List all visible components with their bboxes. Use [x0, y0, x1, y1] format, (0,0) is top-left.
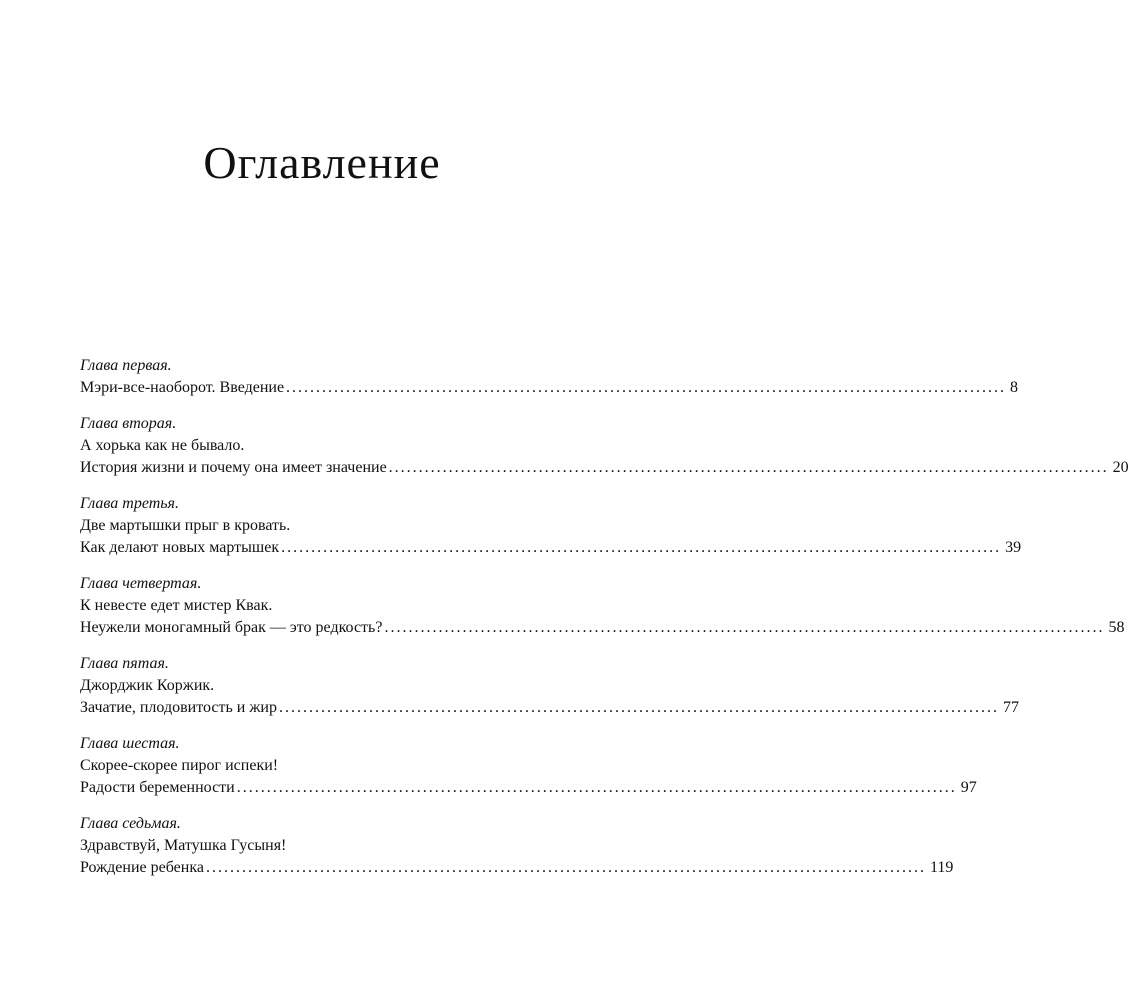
leader-dots: ........................................................................................................................ [384, 619, 1105, 636]
chapter-epigraph: К невесте едет мистер Квак. [80, 597, 273, 614]
page-number: 97 [960, 779, 977, 796]
page-title: Оглавление [203, 137, 441, 188]
page-number: 58 [1108, 619, 1125, 636]
toc-entry-row[interactable] [80, 857, 954, 879]
chapter-epigraph: Две мартышки прыг в кровать. [80, 517, 291, 534]
leader-dots: ........................................................................................................................ [286, 379, 1007, 396]
toc-entry-row[interactable] [80, 777, 977, 799]
entry-title: Как делают новых мартышек [80, 539, 280, 556]
page-number: 77 [1002, 699, 1019, 716]
chapter-label: Глава шестая. [80, 735, 180, 752]
leader-dots: ........................................................................................................................ [388, 459, 1109, 476]
chapter-epigraph: Джорджик Коржик. [80, 677, 215, 694]
toc-chapter-7 [80, 813, 954, 879]
toc-chapter-3 [80, 493, 1022, 559]
page-number: 39 [1005, 539, 1022, 556]
chapter-epigraph: Скорее-скорее пирог испеки! [80, 757, 279, 774]
chapter-label: Глава четвертая. [80, 575, 202, 592]
entry-title: Радости беременности [80, 779, 235, 796]
toc-entry-row[interactable] [80, 457, 1129, 479]
chapter-label: Глава вторая. [80, 415, 177, 432]
toc-entry-row[interactable] [80, 617, 1125, 639]
page-number: 20 [1112, 459, 1129, 476]
chapter-label: Глава пятая. [80, 655, 169, 672]
table-of-contents [80, 355, 1129, 893]
entry-title: Мэри-все-наоборот. Введение [80, 379, 285, 396]
toc-chapter-6 [80, 733, 977, 799]
entry-title: Зачатие, плодовитость и жир [80, 699, 277, 716]
leader-dots: ........................................................................................................................ [205, 859, 926, 876]
toc-entry-row[interactable] [80, 377, 1019, 399]
chapter-epigraph: А хорька как не бывало. [80, 437, 245, 454]
toc-chapter-5 [80, 653, 1019, 719]
leader-dots: ........................................................................................................................ [278, 699, 999, 716]
toc-chapter-4 [80, 573, 1125, 639]
page-number: 119 [929, 859, 954, 876]
entry-title: Неужели моногамный брак — это редкость? [80, 619, 383, 636]
toc-chapter-1 [80, 355, 1019, 399]
toc-chapter-2 [80, 413, 1129, 479]
chapter-epigraph: Здравствуй, Матушка Гусыня! [80, 837, 287, 854]
entry-title: История жизни и почему она имеет значение [80, 459, 387, 476]
entry-title: Рождение ребенка [80, 859, 204, 876]
toc-entry-row[interactable] [80, 537, 1022, 559]
leader-dots: ........................................................................................................................ [281, 539, 1002, 556]
leader-dots: ........................................................................................................................ [236, 779, 957, 796]
chapter-label: Глава третья. [80, 495, 179, 512]
toc-entry-row[interactable] [80, 697, 1019, 719]
chapter-label: Глава первая. [80, 357, 172, 374]
chapter-label: Глава седьмая. [80, 815, 181, 832]
page-number: 8 [1010, 379, 1019, 396]
